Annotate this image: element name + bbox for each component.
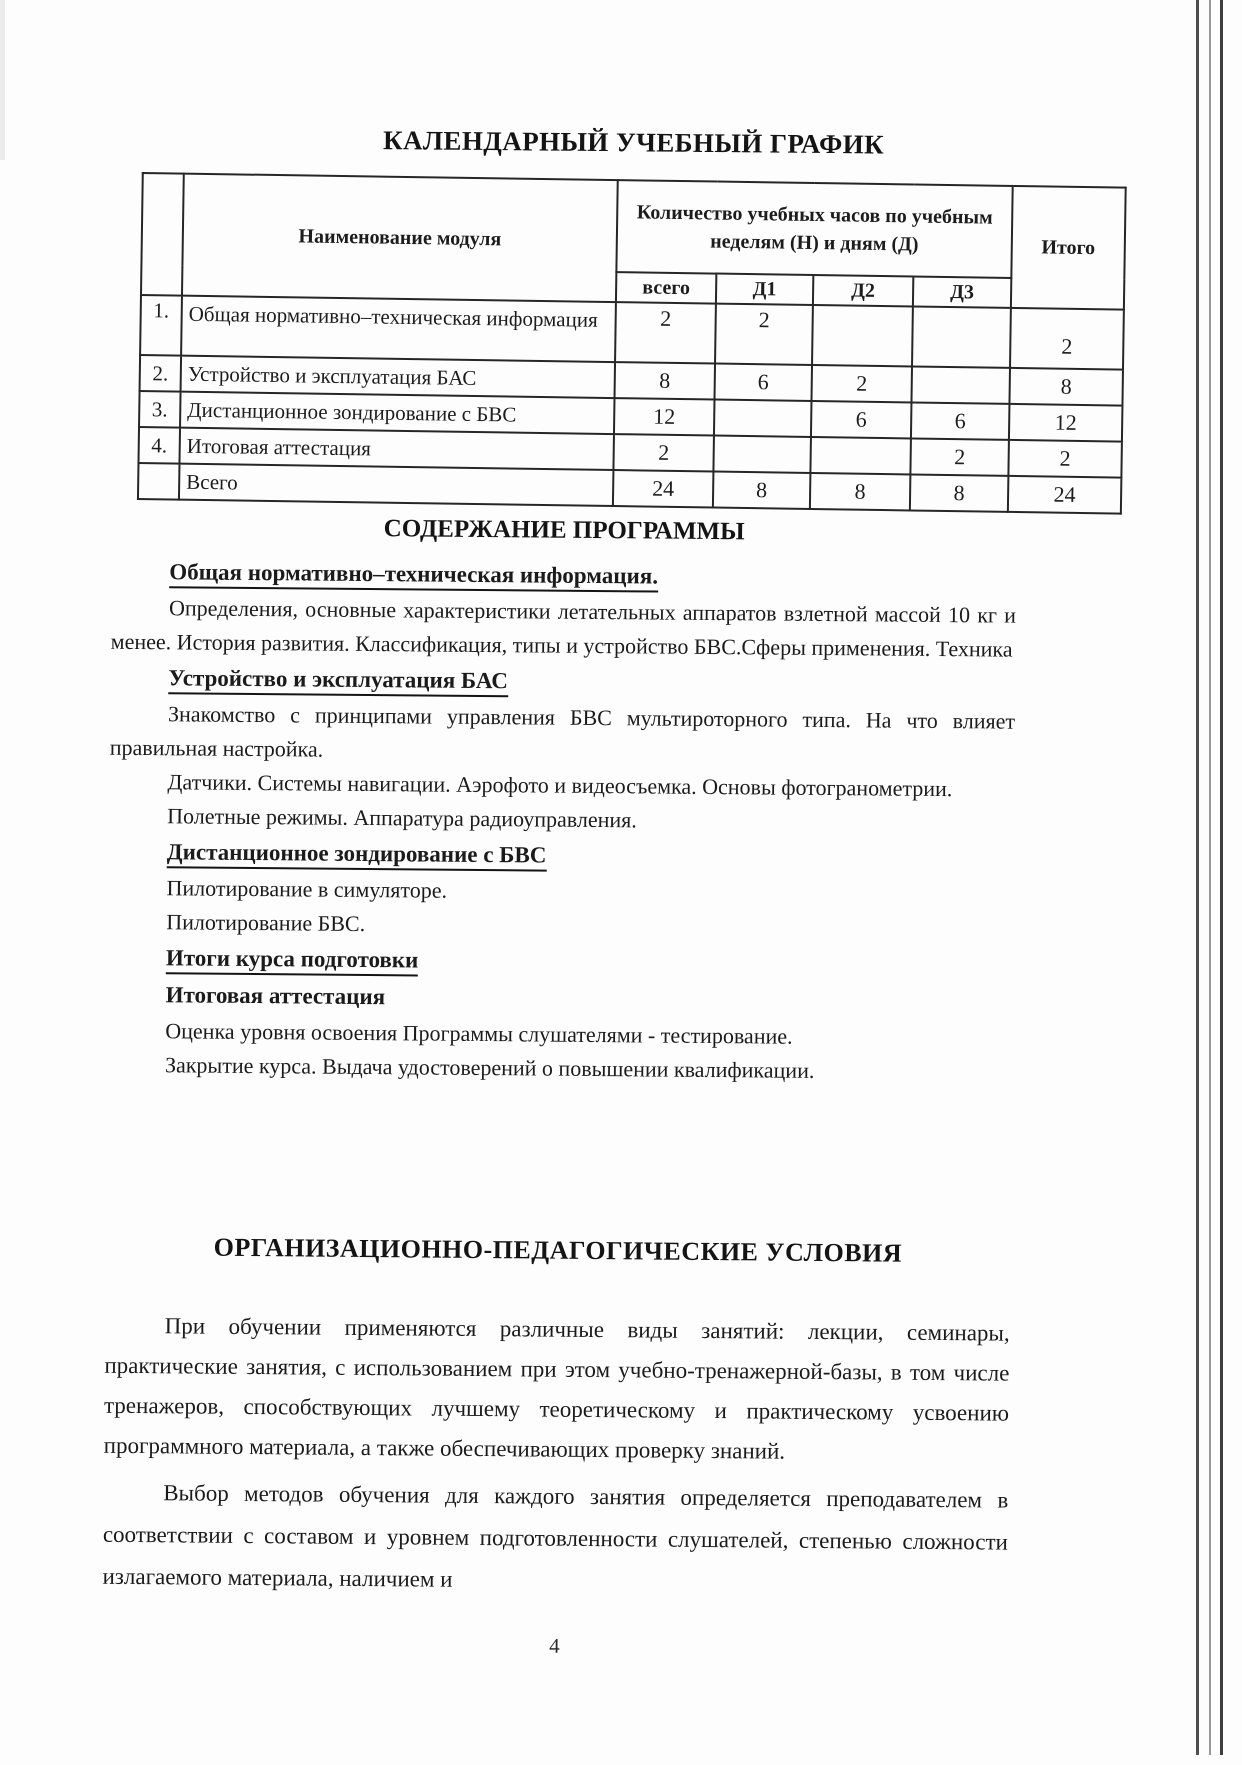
col-header-vsego: всего <box>616 272 716 303</box>
cell-d2: 8 <box>810 473 911 510</box>
paragraph: Пилотирование БВС. <box>166 909 366 936</box>
module-heading-text: Дистанционное зондирование с БВС <box>167 839 547 871</box>
col-header-module: Наименование модуля <box>182 174 618 302</box>
col-header-d2: Д2 <box>813 275 913 306</box>
paragraph: Определения, основные характеристики летательных аппаратов взлетной массой 10 кг и менее. История развития. Классификация, типы и устройство БВС.Сферы применения. Техника <box>110 595 1017 662</box>
cell-vsego: 8 <box>615 362 716 399</box>
cell-vsego: 12 <box>614 398 715 435</box>
module-heading <box>169 554 1016 597</box>
org-ped-conditions-section <box>102 1232 1010 1606</box>
cell-d1 <box>713 436 811 473</box>
program-content-section <box>107 512 1017 1090</box>
cell-number: 3. <box>139 391 181 428</box>
cell-itogo: 2 <box>1008 440 1122 478</box>
col-header-d1: Д1 <box>716 274 813 305</box>
module-heading-text: Итоги курса подготовки <box>166 945 419 976</box>
cell-d2 <box>812 305 913 366</box>
module-heading <box>166 940 1013 983</box>
cell-d1: 6 <box>714 364 812 401</box>
module-heading <box>167 834 1014 877</box>
col-header-hours: Количество учебных часов по учебным неделям (Н) и дням (Д) <box>616 180 1012 278</box>
paragraph: Датчики. Системы навигации. Аэрофото и видеосъемка. Основы фотогранометрии. <box>167 769 953 802</box>
scan-binding-line <box>1220 0 1223 1755</box>
col-header-number <box>141 173 184 296</box>
calendar-schedule-table-wrap <box>137 172 1125 515</box>
calendar-schedule-table <box>137 172 1127 515</box>
paragraph: Закрытие курса. Выдача удостоверений о повышении квалификации. <box>164 1052 815 1083</box>
cell-vsego: 24 <box>613 470 714 507</box>
cell-module-name: Устройство и эксплуатация БАС <box>181 356 615 398</box>
module-heading-text: Устройство и эксплуатация БАС <box>168 665 508 697</box>
cell-module-name: Общая нормативно–техническая информация <box>181 296 616 362</box>
cell-vsego: 2 <box>613 434 714 471</box>
module-heading-text: Общая нормативно–техническая информация. <box>169 559 658 592</box>
cell-number: 1. <box>140 295 182 356</box>
col-header-total: Итого <box>1011 186 1126 310</box>
cell-d1: 2 <box>715 304 813 365</box>
cell-number: 4. <box>138 427 180 464</box>
module-heading <box>168 660 1015 703</box>
paragraph: Выбор методов обучения для каждого занятия определяется преподавателем в соответствии с составом и уровнем подготовленности слушателей, степенью сложности излагаемого материала, наличием и <box>102 1480 1009 1592</box>
page-title: КАЛЕНДАРНЫЙ УЧЕБНЫЙ ГРАФИК <box>382 125 885 160</box>
section-heading: ОРГАНИЗАЦИОННО-ПЕДАГОГИЧЕСКИЕ УСЛОВИЯ <box>213 1232 903 1268</box>
cell-vsego: 2 <box>615 302 716 363</box>
cell-d3 <box>911 366 1010 403</box>
paragraph: Пилотирование в симуляторе. <box>166 875 448 903</box>
cell-d3: 2 <box>910 438 1009 475</box>
col-header-d3: Д3 <box>913 276 1011 307</box>
cell-d2 <box>810 437 911 474</box>
scan-binding-line <box>1209 0 1211 1755</box>
page-number: 4 <box>549 1633 560 1658</box>
table-header-row <box>141 173 1125 280</box>
paragraph: При обучении применяются различные виды занятий: лекции, семинары, практические занятия, с использованием при этом учебно-тренажерной-базы, в том числе тренажеров, способствующих лучшему теоретическому и практическому усвоению программного материала, а также обеспечивающих проверку знаний. <box>103 1313 1010 1464</box>
cell-module-name: Дистанционное зондирование с БВС <box>180 392 614 434</box>
cell-itogo: 12 <box>1009 404 1123 442</box>
paragraph: Полетные режимы. Аппаратура радиоуправления. <box>167 803 637 833</box>
cell-module-name: Всего <box>179 464 613 506</box>
paragraph: Оценка уровня освоения Программы слушателями - тестирование. <box>165 1018 793 1049</box>
module-heading: Итоговая аттестация <box>165 982 386 1010</box>
cell-d3: 8 <box>910 474 1009 511</box>
cell-d3: 6 <box>911 402 1010 439</box>
section-heading: СОДЕРЖАНИЕ ПРОГРАММЫ <box>383 515 745 546</box>
cell-number: 2. <box>140 355 182 392</box>
cell-itogo: 24 <box>1008 476 1122 514</box>
cell-d3 <box>912 306 1011 367</box>
cell-d1 <box>714 400 812 437</box>
cell-module-name: Итоговая аттестация <box>179 428 613 470</box>
scan-binding-line <box>1196 0 1199 1755</box>
cell-d2: 6 <box>811 401 912 438</box>
cell-itogo: 2 <box>1010 308 1124 370</box>
cell-d2: 2 <box>811 365 912 402</box>
cell-d1: 8 <box>713 472 811 509</box>
cell-itogo: 8 <box>1009 368 1123 406</box>
paragraph: Знакомство с принципами управления БВС мультироторного типа. На что влияет правильная настройка. <box>109 701 1016 762</box>
cell-number <box>138 463 180 500</box>
